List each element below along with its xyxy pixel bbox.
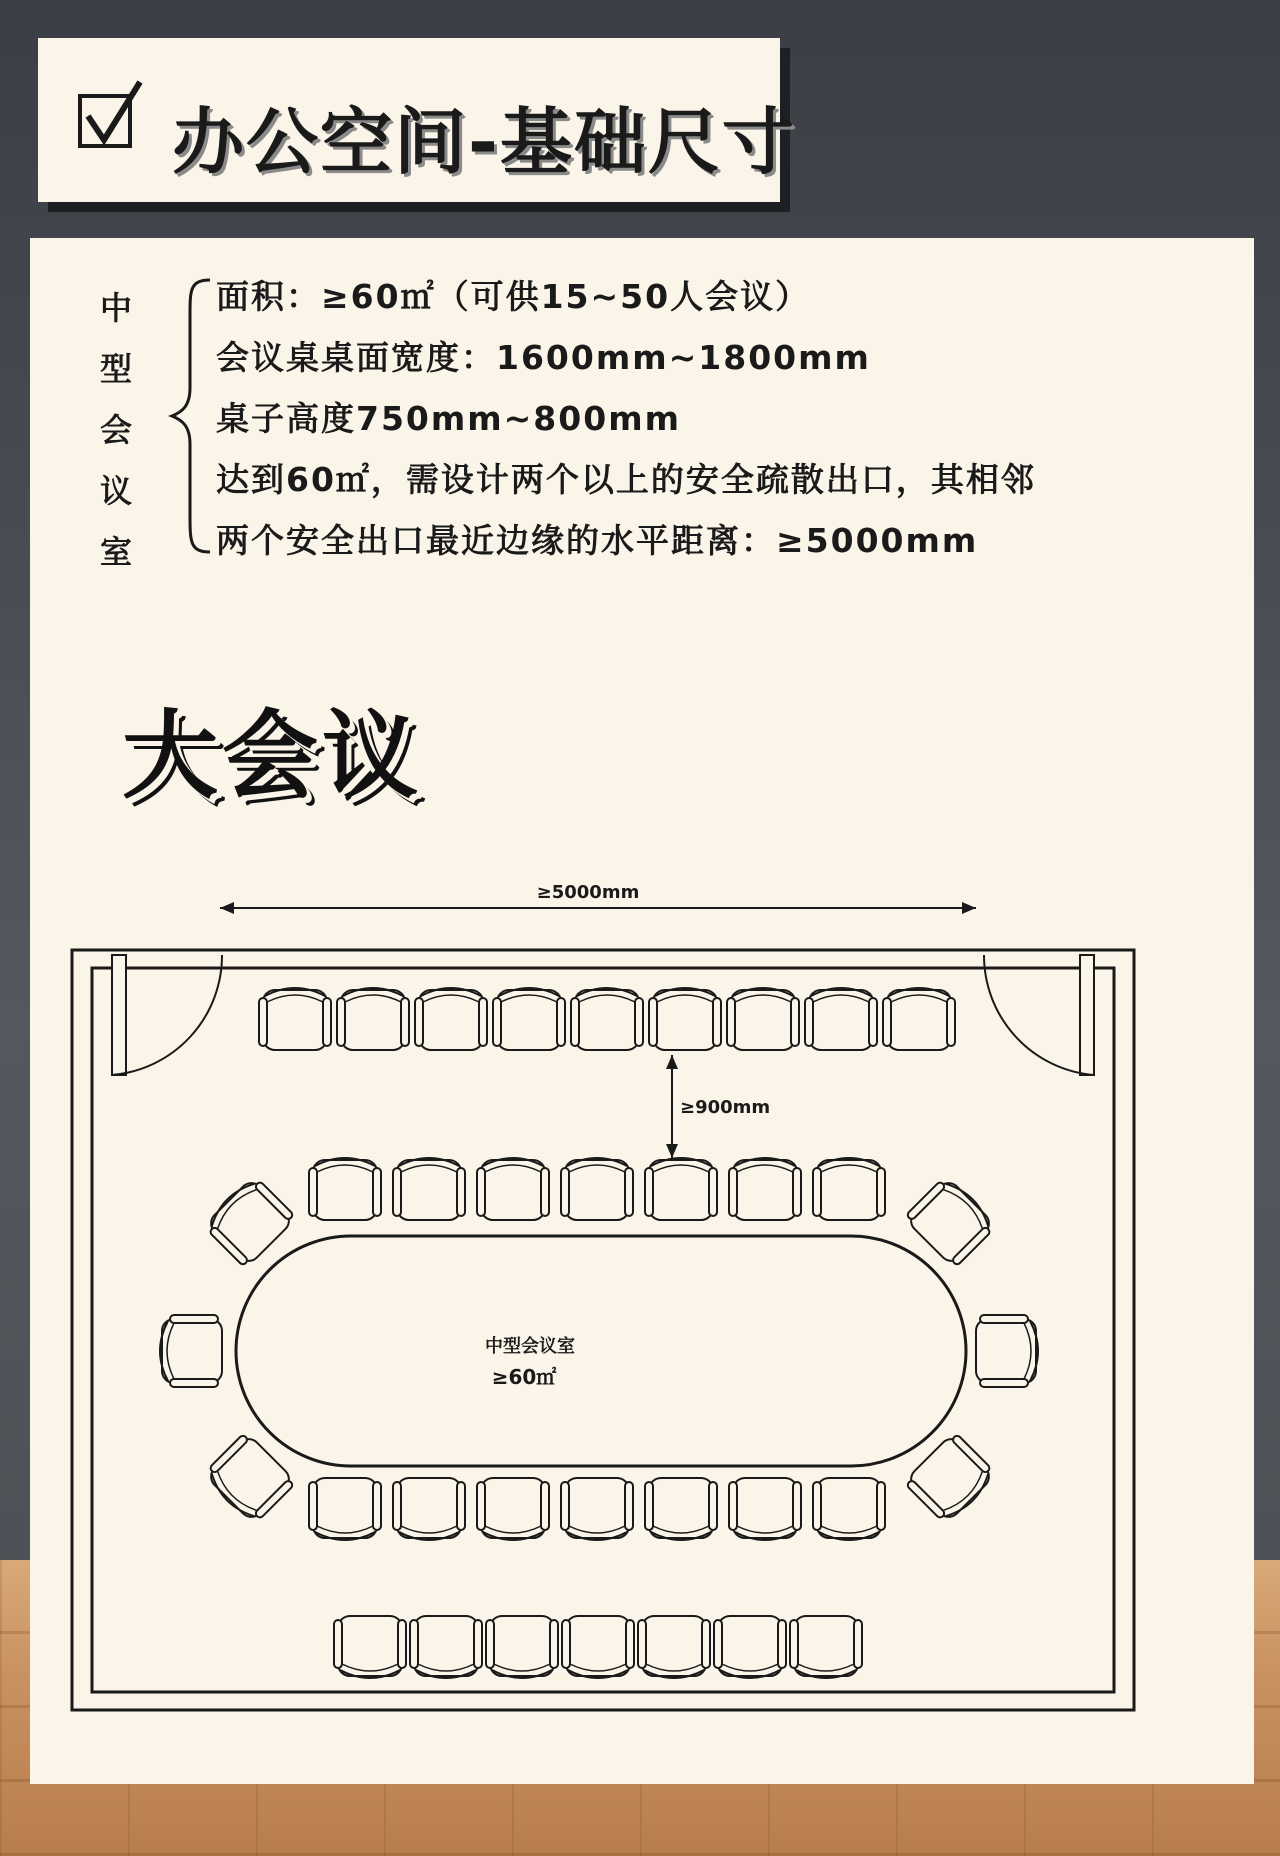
chair-arm <box>334 1620 342 1668</box>
table-chair-bottom <box>729 1478 801 1540</box>
table-chair-top <box>309 1158 381 1220</box>
floor-plan <box>30 238 1254 1784</box>
front-row-chair <box>790 1616 862 1678</box>
chair-arm <box>813 1168 821 1216</box>
chair-arm <box>980 1379 1028 1387</box>
table-chair-top <box>729 1158 801 1220</box>
title-card <box>38 38 796 202</box>
wall-chair <box>649 988 721 1050</box>
chair-arm <box>709 1168 717 1216</box>
table-chair-top <box>645 1158 717 1220</box>
chair-arm <box>393 1168 401 1216</box>
chair-arm <box>709 1482 717 1530</box>
spec-line: 会议桌桌面宽度：1600mm~1800mm <box>216 338 871 377</box>
chair-arm <box>805 998 813 1046</box>
front-row-chair <box>334 1616 406 1678</box>
chair-arm <box>309 1482 317 1530</box>
spec-line: 两个安全出口最近边缘的水平距离：≥5000mm <box>216 521 979 560</box>
chair-arm <box>645 1482 653 1530</box>
page-title: 办公空间-基础尺寸 <box>172 100 796 184</box>
door-swing <box>984 955 1094 1075</box>
corner-chair <box>903 1174 998 1269</box>
chair-arm <box>457 1482 465 1530</box>
dimension-gap-label: ≥900mm <box>680 1097 771 1118</box>
door-left <box>112 955 222 1075</box>
wall-chair <box>883 988 955 1050</box>
chair-arm <box>541 1168 549 1216</box>
table-chair-top <box>477 1158 549 1220</box>
chair-arm <box>980 1315 1028 1323</box>
chair-arm <box>713 998 721 1046</box>
chair-seat <box>906 1178 994 1266</box>
table-chair-top <box>561 1158 633 1220</box>
chair-arm <box>813 1482 821 1530</box>
chair-arm <box>702 1620 710 1668</box>
vertical-char: 议 <box>99 472 132 510</box>
wall-chair <box>493 988 565 1050</box>
dimension-top-label: ≥5000mm <box>536 882 640 903</box>
chair-seat <box>906 1434 994 1522</box>
table-chair-bottom <box>813 1478 885 1540</box>
arrow-head <box>666 1055 678 1069</box>
chair-arm <box>947 998 955 1046</box>
vertical-char: 中 <box>99 289 132 327</box>
chair-arm <box>373 1482 381 1530</box>
front-row-chair <box>410 1616 482 1678</box>
chair-arm <box>259 998 267 1046</box>
vertical-char: 会 <box>99 411 132 449</box>
chair-arm <box>170 1315 218 1323</box>
end-chair <box>976 1315 1038 1387</box>
vertical-char: 型 <box>99 350 132 388</box>
table-chair-top <box>393 1158 465 1220</box>
chair-arm <box>486 1620 494 1668</box>
chair-arm <box>778 1620 786 1668</box>
conference-table <box>236 1236 966 1466</box>
chair-arm <box>649 998 657 1046</box>
wall-chair <box>337 988 409 1050</box>
door-right <box>984 955 1094 1075</box>
arrow-head <box>962 902 976 914</box>
door-swing <box>112 955 222 1075</box>
front-row-chair <box>562 1616 634 1678</box>
chair-arm <box>790 1620 798 1668</box>
chair-arm <box>309 1168 317 1216</box>
chair-arm <box>170 1379 218 1387</box>
chair-arm <box>645 1168 653 1216</box>
table-chair-bottom <box>393 1478 465 1540</box>
arrow-head <box>666 1144 678 1158</box>
wall-chair <box>259 988 331 1050</box>
chair-arm <box>729 1168 737 1216</box>
chair-arm <box>493 998 501 1046</box>
door-leaf <box>1080 955 1094 1075</box>
chair-arm <box>477 1482 485 1530</box>
chair-arm <box>877 1482 885 1530</box>
front-row-chair <box>714 1616 786 1678</box>
table-chair-bottom <box>477 1478 549 1540</box>
chair-seat <box>206 1434 294 1522</box>
chair-arm <box>729 1482 737 1530</box>
chair-arm <box>479 998 487 1046</box>
chair-arm <box>557 998 565 1046</box>
checkbox-icon <box>78 94 132 148</box>
chair-arm <box>457 1168 465 1216</box>
table-chair-bottom <box>309 1478 381 1540</box>
end-chair <box>160 1315 222 1387</box>
chair-arm <box>541 1482 549 1530</box>
big-title: 大会议 <box>122 700 422 812</box>
chair-arm <box>877 1168 885 1216</box>
chair-arm <box>373 1168 381 1216</box>
chair-arm <box>714 1620 722 1668</box>
chair-arm <box>625 1482 633 1530</box>
chair-arm <box>626 1620 634 1668</box>
chair-arm <box>415 998 423 1046</box>
chair-arm <box>571 998 579 1046</box>
spec-line: 桌子高度750mm~800mm <box>216 399 681 438</box>
chair-arm <box>625 1168 633 1216</box>
chair-arm <box>410 1620 418 1668</box>
wall-chair <box>571 988 643 1050</box>
dimension-gap <box>666 1055 678 1158</box>
content-paper <box>30 238 1254 1784</box>
wall-chair <box>727 988 799 1050</box>
chair-arm <box>561 1168 569 1216</box>
table-chair-bottom <box>645 1478 717 1540</box>
corner-chair <box>202 1431 297 1526</box>
chair-arm <box>393 1482 401 1530</box>
table-label: 中型会议室 <box>485 1336 575 1357</box>
chair-arm <box>550 1620 558 1668</box>
chair-arm <box>854 1620 862 1668</box>
door-leaf <box>112 955 126 1075</box>
table-chair-bottom <box>561 1478 633 1540</box>
chair-arm <box>869 998 877 1046</box>
table-chair-top <box>813 1158 885 1220</box>
table-area-label: ≥60㎡ <box>491 1365 557 1389</box>
chair-arm <box>561 1482 569 1530</box>
chair-arm <box>883 998 891 1046</box>
chair-arm <box>727 998 735 1046</box>
chair-arm <box>401 998 409 1046</box>
chair-arm <box>638 1620 646 1668</box>
arrow-head <box>220 902 234 914</box>
chair-arm <box>562 1620 570 1668</box>
chair-arm <box>793 1482 801 1530</box>
chair-arm <box>337 998 345 1046</box>
chair-arm <box>635 998 643 1046</box>
wall-chair <box>805 988 877 1050</box>
chair-arm <box>398 1620 406 1668</box>
chair-arm <box>793 1168 801 1216</box>
spec-line: 面积：≥60㎡（可供15~50人会议） <box>216 277 811 316</box>
wall-chair <box>415 988 487 1050</box>
chair-arm <box>791 998 799 1046</box>
front-row-chair <box>638 1616 710 1678</box>
chair-seat <box>206 1178 294 1266</box>
vertical-char: 室 <box>99 533 132 571</box>
chair-arm <box>474 1620 482 1668</box>
spec-line: 达到60㎡，需设计两个以上的安全疏散出口，其相邻 <box>216 460 1036 499</box>
chair-arm <box>477 1168 485 1216</box>
dimension-top <box>220 902 976 914</box>
chair-arm <box>323 998 331 1046</box>
front-row-chair <box>486 1616 558 1678</box>
corner-chair <box>202 1174 297 1269</box>
